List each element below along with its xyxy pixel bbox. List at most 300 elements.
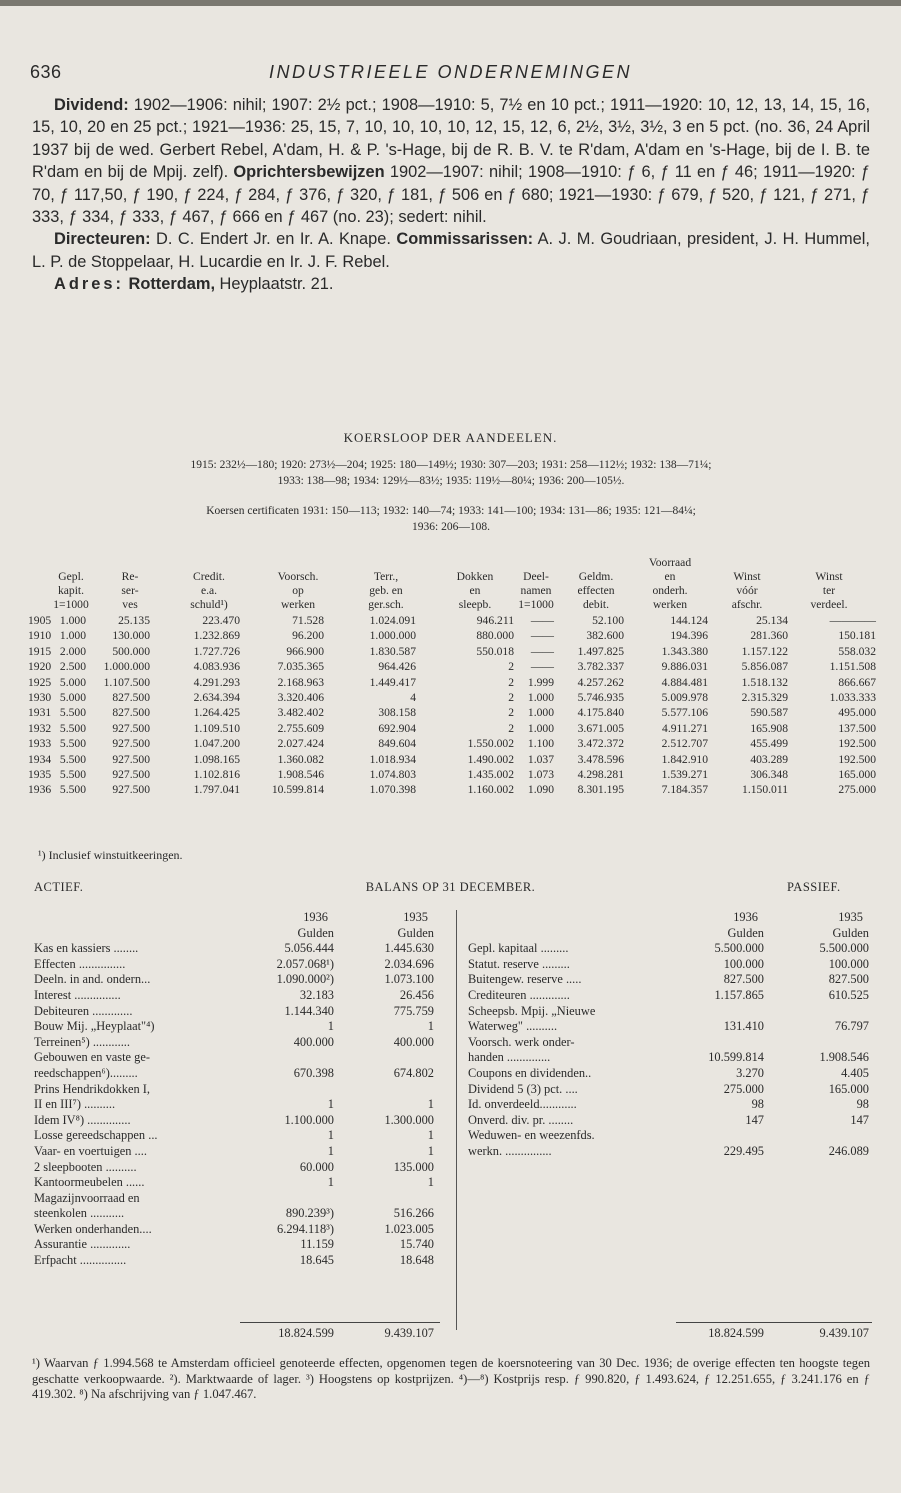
table-cell: 927.500 xyxy=(112,767,150,781)
table-year-cell: 1915 xyxy=(28,644,52,658)
table-cell: 3.472.372 xyxy=(577,737,624,751)
table-header-row xyxy=(28,584,876,598)
actief-item-value: 1 xyxy=(427,1097,434,1112)
actief-row xyxy=(34,988,444,1004)
koersloop-title: KOERSLOOP DER AANDEELEN. xyxy=(343,430,558,445)
table-cell: 308.158 xyxy=(378,706,416,720)
passief-total-row xyxy=(468,1326,873,1342)
dividend-paragraph xyxy=(32,94,870,228)
table-cell: 5.500 xyxy=(59,783,86,797)
table-cell: 306.348 xyxy=(750,767,788,781)
actief-item-label: Gebouwen en vaste ge- xyxy=(34,1050,150,1065)
passief-item-value: 165.000 xyxy=(828,1081,869,1096)
commissarissen-text: A. J. M. Goudriaan, president, J. H. Hummel, L. P. de Stoppelaar, H. Lucardie en Ir. J. F. Rebel. xyxy=(32,230,870,271)
table-footnote: ¹) Inclusief winstuitkeeringen. xyxy=(38,848,183,862)
passief-item-value: 98 xyxy=(856,1097,869,1112)
actief-row xyxy=(34,1175,444,1191)
actief-item-value: 26.456 xyxy=(399,987,434,1002)
actief-item-label: Interest ............... xyxy=(34,987,121,1002)
table-cell: 1.435.002 xyxy=(467,767,514,781)
actief-item-label: Erfpacht ............... xyxy=(34,1253,127,1268)
address-paragraph xyxy=(32,273,870,295)
passief-row xyxy=(468,1050,873,1066)
table-year-cell: 1931 xyxy=(28,706,52,720)
table-header-cell: onderh. xyxy=(652,584,688,597)
actief-row xyxy=(34,1237,444,1253)
table-header-cell: kapit. xyxy=(57,584,85,597)
table-cell: 5.500 xyxy=(59,706,86,720)
table-header-cell: sleepb. xyxy=(458,598,492,611)
table-cell: 150.181 xyxy=(838,629,876,643)
balance-unit-header xyxy=(34,926,444,942)
actief-item-value: 18.645 xyxy=(299,1253,334,1268)
actief-item-value: 1 xyxy=(427,1175,434,1190)
table-cell: 2.755.609 xyxy=(277,721,324,735)
table-header-cell: en xyxy=(469,584,481,597)
passief-item-label: Id. onverdeeld............ xyxy=(468,1097,577,1112)
actief-item-label: Prins Hendrikdokken I, xyxy=(34,1081,150,1096)
table-cell: 927.500 xyxy=(112,752,150,766)
actief-row xyxy=(34,1191,444,1207)
passief-item-value: 246.089 xyxy=(828,1143,869,1158)
table-cell: 1.360.082 xyxy=(277,752,324,766)
actief-item-label: Idem IV⁸) .............. xyxy=(34,1112,131,1127)
actief-item-value: 1 xyxy=(327,1097,334,1112)
passief-item-label: Coupons en dividenden.. xyxy=(468,1065,592,1080)
actief-row xyxy=(34,1019,444,1035)
table-header-cell: Voorsch. xyxy=(277,570,319,583)
table-cell: 194.396 xyxy=(670,629,708,643)
table-row xyxy=(28,645,876,660)
table-row xyxy=(28,783,876,798)
passief-total-rule xyxy=(676,1322,872,1323)
actief-row xyxy=(34,957,444,973)
balance-year: 1936 xyxy=(733,910,758,924)
balance-unit: Gulden xyxy=(832,925,869,940)
passief-item-value: 76.797 xyxy=(834,1019,869,1034)
actief-item-value: 6.294.118³) xyxy=(277,1221,334,1236)
table-year-cell: 1910 xyxy=(28,629,52,643)
passief-label: PASSIEF. xyxy=(787,880,841,894)
scan-edge xyxy=(0,0,901,6)
actief-item-label: Werken onderhanden.... xyxy=(34,1221,152,1236)
actief-row xyxy=(34,1082,444,1098)
table-cell: 2 xyxy=(508,660,514,674)
table-cell: 52.100 xyxy=(592,614,624,627)
table-cell: 1.033.333 xyxy=(829,690,876,704)
passief-row xyxy=(468,1066,873,1082)
table-cell: 3.482.402 xyxy=(277,706,324,720)
table-cell: 2.512.707 xyxy=(661,737,708,751)
table-cell: ———— xyxy=(829,614,876,627)
table-cell: 4.298.281 xyxy=(577,767,624,781)
table-cell: 96.200 xyxy=(292,629,324,643)
actief-row xyxy=(34,1113,444,1129)
passief-item-label: Gepl. kapitaal ......... xyxy=(468,941,569,956)
passief-row xyxy=(468,1035,873,1051)
table-cell: 7.035.365 xyxy=(277,660,324,674)
table-cell: 2 xyxy=(508,706,514,720)
table-cell: 1.727.726 xyxy=(193,644,240,658)
table-cell: 1.830.587 xyxy=(369,644,416,658)
table-cell: 8.301.195 xyxy=(577,783,624,797)
actief-item-value: 1 xyxy=(327,1128,334,1143)
table-cell: 692.904 xyxy=(378,721,416,735)
actief-item-value: 1.100.000 xyxy=(284,1112,334,1127)
running-title: INDUSTRIEELE ONDERNEMINGEN xyxy=(268,62,633,82)
table-cell: 880.000 xyxy=(476,629,514,643)
actief-item-value: 135.000 xyxy=(393,1159,434,1174)
actief-row xyxy=(34,1035,444,1051)
table-header-cell: effecten xyxy=(577,584,615,597)
actief-item-label: Bouw Mij. „Heyplaat"⁴) xyxy=(34,1019,155,1034)
passief-item-label: Buitengew. reserve ..... xyxy=(468,972,582,987)
balance-year-header xyxy=(34,910,444,926)
passief-item-label: Onverd. div. pr. ........ xyxy=(468,1112,574,1127)
table-cell: 3.671.005 xyxy=(577,721,624,735)
table-cell: 1.102.816 xyxy=(193,767,240,781)
table-cell: 4.257.262 xyxy=(577,675,624,689)
balance-year: 1935 xyxy=(838,910,863,924)
table-header-cell: Winst xyxy=(733,570,761,583)
table-cell: 2 xyxy=(508,721,514,735)
table-header-cell: Re- xyxy=(121,570,139,583)
table-cell: 1.073 xyxy=(527,767,554,781)
table-header-cell: Geldm. xyxy=(578,570,614,583)
passief-item-value: 131.410 xyxy=(723,1019,764,1034)
actief-item-value: 1 xyxy=(427,1019,434,1034)
table-year-cell: 1932 xyxy=(28,721,52,735)
table-cell: 5.577.106 xyxy=(661,706,708,720)
balance-year: 1936 xyxy=(303,910,328,924)
table-cell: 927.500 xyxy=(112,783,150,797)
table-header-row xyxy=(28,570,876,584)
actief-item-value: 2.034.696 xyxy=(384,956,434,971)
table-cell: 1.151.508 xyxy=(829,660,876,674)
table-cell: 1.000 xyxy=(59,614,86,627)
table-cell: —— xyxy=(530,614,554,627)
table-cell: 866.667 xyxy=(838,675,876,689)
passief-item-value: 3.270 xyxy=(736,1065,764,1080)
table-header-cell: schuld¹) xyxy=(190,598,228,611)
passief-item-value: 100.000 xyxy=(828,956,869,971)
actief-row xyxy=(34,1160,444,1176)
actief-item-label: 2 sleepbooten .......... xyxy=(34,1159,137,1174)
actief-row xyxy=(34,1066,444,1082)
actief-item-value: 1 xyxy=(427,1143,434,1158)
koersloop-certificaten-line: 1936: 206—108. xyxy=(412,521,490,533)
actief-item-value: 1.023.005 xyxy=(384,1221,434,1236)
table-header-cell: ves xyxy=(122,598,138,611)
passief-item-value: 827.500 xyxy=(723,972,764,987)
passief-item-value: 827.500 xyxy=(828,972,869,987)
table-cell: 275.000 xyxy=(838,783,876,797)
actief-row xyxy=(34,972,444,988)
table-header-cell: namen xyxy=(520,584,552,597)
adres-text: Heyplaatstr. 21. xyxy=(215,275,334,294)
actief-item-value: 11.159 xyxy=(300,1237,334,1252)
table-header-cell: en xyxy=(664,570,676,583)
financial-history-table xyxy=(28,556,876,799)
passief-item-value: 1.908.546 xyxy=(819,1050,869,1065)
page-number: 636 xyxy=(30,62,62,82)
table-cell: 1.000 xyxy=(527,721,554,735)
actief-item-label: Kantoormeubelen ...... xyxy=(34,1175,145,1190)
actief-item-value: 1 xyxy=(327,1019,334,1034)
table-cell: 2.315.329 xyxy=(741,690,788,704)
table-cell: 5.500 xyxy=(59,737,86,751)
table-cell: 1.100 xyxy=(527,737,554,751)
balance-footnotes: ¹) Waarvan ƒ 1.994.568 te Amsterdam officieel genoteerde effecten, opgenomen tegen de koersnoteering van 30 Dec. 1936; de overige effecten ten hoogste tegen geschatte verkoopwaarde. ²). Marktwaarde of lager. ³) Hoogstens op kostprijzen. ⁴)—⁸) Kostprijs resp. ƒ 990.820, ƒ 1.493.624, ƒ 12.251.655, ƒ 3.241.176 en ƒ 419.302. ⁸) Na afschrijving van ƒ 1.047.467. xyxy=(32,1356,870,1402)
table-cell: 500.000 xyxy=(112,644,150,658)
passief-item-label: Waterweg" .......... xyxy=(468,1019,558,1034)
table-cell: 1.343.380 xyxy=(661,644,708,658)
table-cell: 165.908 xyxy=(750,721,788,735)
table-cell: 25.135 xyxy=(118,614,150,627)
actief-row xyxy=(34,941,444,957)
table-row xyxy=(28,629,876,644)
commissarissen-label: Commissarissen: xyxy=(396,230,534,249)
passief-item-label: Scheepsb. Mpij. „Nieuwe xyxy=(468,1003,596,1018)
passief-item-value: 10.599.814 xyxy=(708,1050,764,1065)
table-header-cell: e.a. xyxy=(200,584,218,597)
actief-item-value: 516.266 xyxy=(393,1206,434,1221)
table-row xyxy=(28,614,876,629)
actief-item-label: II en III⁷) .......... xyxy=(34,1097,116,1112)
table-cell: 10.599.814 xyxy=(271,783,324,797)
table-cell: 946.211 xyxy=(476,614,514,627)
table-year-cell: 1930 xyxy=(28,690,52,704)
table-cell: 1.550.002 xyxy=(467,737,514,751)
actief-item-value: 1.073.100 xyxy=(384,972,434,987)
table-cell: 1.157.122 xyxy=(741,644,788,658)
passief-row xyxy=(468,941,873,957)
table-cell: 192.500 xyxy=(838,737,876,751)
table-year-cell: 1936 xyxy=(28,783,52,797)
table-header-cell: verdeel. xyxy=(810,598,848,611)
actief-row xyxy=(34,1144,444,1160)
passief-item-value: 100.000 xyxy=(723,956,764,971)
passief-item-label: werkn. ............... xyxy=(468,1143,552,1158)
table-cell: 7.184.357 xyxy=(661,783,708,797)
table-header-row xyxy=(28,556,876,570)
table-cell: 1.160.002 xyxy=(467,783,514,797)
table-header-cell: 1=1000 xyxy=(53,598,89,611)
table-header-cell: vóór xyxy=(736,584,758,597)
balance-title: BALANS OP 31 DECEMBER. xyxy=(365,880,536,894)
table-year-cell: 1935 xyxy=(28,767,52,781)
actief-total-1935: 9.439.107 xyxy=(384,1326,434,1340)
actief-row xyxy=(34,1050,444,1066)
table-cell: 2.168.963 xyxy=(277,675,324,689)
table-cell: 1.232.869 xyxy=(193,629,240,643)
dividend-label: Dividend: xyxy=(54,96,129,114)
table-cell: —— xyxy=(530,629,554,643)
actief-total-row xyxy=(34,1326,444,1342)
table-cell: 849.604 xyxy=(378,737,416,751)
table-cell: 590.587 xyxy=(750,706,788,720)
table-cell: 2.027.424 xyxy=(277,737,324,751)
actief-item-label: Terreinen⁵) ............ xyxy=(34,1034,131,1049)
directeuren-text: D. C. Endert Jr. en Ir. A. Knape. xyxy=(150,230,397,249)
table-cell: 165.000 xyxy=(838,767,876,781)
table-cell: 558.032 xyxy=(838,644,876,658)
table-cell: 1.150.011 xyxy=(742,783,788,797)
actief-item-value: 15.740 xyxy=(399,1237,434,1252)
actief-item-value: 674.802 xyxy=(393,1065,434,1080)
oprichters-text: 1902—1907: nihil; 1908—1910: ƒ 6, ƒ 11 en ƒ 46; 1911—1920: ƒ 70, ƒ 117,50, ƒ 190, ƒ 224, ƒ 284, ƒ 376, ƒ 320, ƒ 181, ƒ 506 en ƒ 680; 1921—1930: ƒ 679, ƒ 520, ƒ 121, ƒ 271, ƒ 333, ƒ 334, ƒ 333, ƒ 467, ƒ 666 en ƒ 467 (no. 23); sedert: nihil. xyxy=(32,163,870,227)
oprichters-label: Oprichtersbewijzen xyxy=(233,163,385,182)
table-cell: 966.900 xyxy=(286,644,324,658)
table-cell: 1.037 xyxy=(527,752,554,766)
actief-total-rule xyxy=(240,1322,440,1323)
passief-item-value: 5.500.000 xyxy=(714,941,764,956)
passief-item-value: 147 xyxy=(850,1112,869,1127)
actief-item-label: Magazijnvoorraad en xyxy=(34,1190,140,1205)
table-header-cell: Dokken xyxy=(456,570,494,583)
table-header-cell: ser- xyxy=(121,584,139,597)
passief-item-value: 98 xyxy=(751,1097,764,1112)
passief-row xyxy=(468,1082,873,1098)
adres-city: Rotterdam, xyxy=(128,275,215,294)
actief-item-label: Vaar- en voertuigen .... xyxy=(34,1143,147,1158)
balance-year-header xyxy=(468,910,873,926)
adres-label: Adres: xyxy=(54,275,124,294)
dividend-text: 1902—1906: nihil; 1907: 2½ pct.; 1908—1910: 5, 7½ en 10 pct.; 1911—1920: 10, 12, 13, 14, 15, 16, 15, 10, 20 en 25 pct.; 1921—1936: 25, 15, 7, 10, 10, 10, 10, 12, 15, 12, 6, 2½, 3½, 3½, 3 en 5 pct. (no. 36, 24 April 1937 bij de wed. Gerbert Rebel, A'dam, H. & P. 's-Hage, bij de R. B. V. te R'dam, A'dam en 's-Hage, bij de I. B. te R'dam en bij de Mpij. zelf). xyxy=(32,96,870,182)
table-header-cell: Deel- xyxy=(523,570,549,583)
actief-item-value: 1 xyxy=(427,1128,434,1143)
passief-item-value: 610.525 xyxy=(828,987,869,1002)
table-header-cell: Voorraad xyxy=(648,556,692,569)
table-cell: 927.500 xyxy=(112,737,150,751)
passief-row xyxy=(468,1004,873,1020)
actief-item-value: 890.239³) xyxy=(285,1206,334,1221)
table-year-cell: 1934 xyxy=(28,752,52,766)
passief-row xyxy=(468,1019,873,1035)
balance-unit: Gulden xyxy=(727,925,764,940)
table-cell: 1.000 xyxy=(527,706,554,720)
table-cell: 5.009.978 xyxy=(661,690,708,704)
actief-item-value: 5.056.444 xyxy=(284,941,334,956)
actief-item-label: Kas en kassiers ........ xyxy=(34,941,139,956)
table-header-cell: ger.sch. xyxy=(368,598,404,611)
actief-row xyxy=(34,1097,444,1113)
table-cell: 495.000 xyxy=(838,706,876,720)
actief-row xyxy=(34,1128,444,1144)
actief-item-label: Deeln. in and. ondern... xyxy=(34,972,151,987)
passief-item-value: 1.157.865 xyxy=(714,987,764,1002)
passief-total-1936: 18.824.599 xyxy=(708,1326,764,1340)
table-cell: 550.018 xyxy=(476,644,514,658)
table-cell: —— xyxy=(530,644,554,658)
table-cell: 5.746.935 xyxy=(577,690,624,704)
passief-item-value: 5.500.000 xyxy=(819,941,869,956)
table-cell: 1.539.271 xyxy=(661,767,708,781)
table-header-row xyxy=(28,598,876,612)
table-cell: 927.500 xyxy=(112,721,150,735)
table-cell: 964.426 xyxy=(378,660,416,674)
table-cell: 3.478.596 xyxy=(577,752,624,766)
passief-row xyxy=(468,972,873,988)
table-cell: 1.449.417 xyxy=(369,675,416,689)
table-row xyxy=(28,737,876,752)
actief-item-value: 18.648 xyxy=(399,1253,434,1268)
passief-item-label: Statut. reserve ......... xyxy=(468,956,570,971)
balance-unit-header xyxy=(468,926,873,942)
actief-item-value: 775.759 xyxy=(393,1003,434,1018)
passief-item-label: Weduwen- en weezenfds. xyxy=(468,1128,595,1143)
passief-item-value: 147 xyxy=(745,1112,764,1127)
table-cell: 192.500 xyxy=(838,752,876,766)
table-cell: 2.000 xyxy=(59,644,86,658)
balance-unit: Gulden xyxy=(397,925,434,940)
table-cell: 223.470 xyxy=(202,614,240,627)
table-cell: 4.175.840 xyxy=(577,706,624,720)
table-cell: 382.600 xyxy=(586,629,624,643)
actief-item-value: 1.144.340 xyxy=(284,1003,334,1018)
table-cell: 1.109.510 xyxy=(193,721,240,735)
actief-item-value: 2.057.068¹) xyxy=(276,956,334,971)
actief-row xyxy=(34,1222,444,1238)
table-cell: 1.024.091 xyxy=(369,614,416,627)
table-cell: 1.047.200 xyxy=(193,737,240,751)
table-header-cell: Terr., xyxy=(373,570,399,583)
directeuren-label: Directeuren: xyxy=(54,230,151,249)
table-row xyxy=(28,753,876,768)
table-cell: 1.018.934 xyxy=(369,752,416,766)
table-cell: —— xyxy=(530,660,554,674)
koersloop-certificaten-line: Koersen certificaten 1931: 150—113; 1932: 140—74; 1933: 141—100; 1934: 131—86; 1935: 121—84¼; xyxy=(206,505,696,517)
passief-item-label: Voorsch. werk onder- xyxy=(468,1034,575,1049)
actief-row xyxy=(34,1206,444,1222)
table-cell: 5.000 xyxy=(59,690,86,704)
table-cell: 5.500 xyxy=(59,721,86,735)
table-cell: 1.797.041 xyxy=(193,783,240,797)
table-row xyxy=(28,676,876,691)
passief-item-value: 229.495 xyxy=(723,1143,764,1158)
balance-unit: Gulden xyxy=(297,925,334,940)
table-row xyxy=(28,722,876,737)
table-cell: 1.999 xyxy=(527,675,554,689)
table-cell: 1.000.000 xyxy=(369,629,416,643)
table-row xyxy=(28,706,876,721)
table-year-cell: 1905 xyxy=(28,614,52,627)
table-header-cell: afschr. xyxy=(731,598,763,611)
table-cell: 1.098.165 xyxy=(193,752,240,766)
table-cell: 1.070.398 xyxy=(369,783,416,797)
actief-item-value: 1 xyxy=(327,1175,334,1190)
passief-item-label: Crediteuren ............. xyxy=(468,987,570,1002)
table-cell: 25.134 xyxy=(756,614,788,627)
table-row xyxy=(28,768,876,783)
passief-item-value: 275.000 xyxy=(723,1081,764,1096)
actief-item-label: Effecten ............... xyxy=(34,956,126,971)
table-cell: 5.500 xyxy=(59,767,86,781)
passief-row xyxy=(468,988,873,1004)
table-header-cell: ter xyxy=(822,584,836,597)
table-cell: 1.518.132 xyxy=(741,675,788,689)
actief-item-value: 670.398 xyxy=(293,1065,334,1080)
table-row xyxy=(28,660,876,675)
table-year-cell: 1920 xyxy=(28,660,52,674)
table-cell: 2.500 xyxy=(59,660,86,674)
table-cell: 1.000.000 xyxy=(103,660,150,674)
table-cell: 1.090 xyxy=(527,783,554,797)
table-cell: 144.124 xyxy=(670,614,708,627)
table-cell: 1.842.910 xyxy=(661,752,708,766)
table-cell: 403.289 xyxy=(750,752,788,766)
actief-item-label: steenkolen ........... xyxy=(34,1206,125,1221)
